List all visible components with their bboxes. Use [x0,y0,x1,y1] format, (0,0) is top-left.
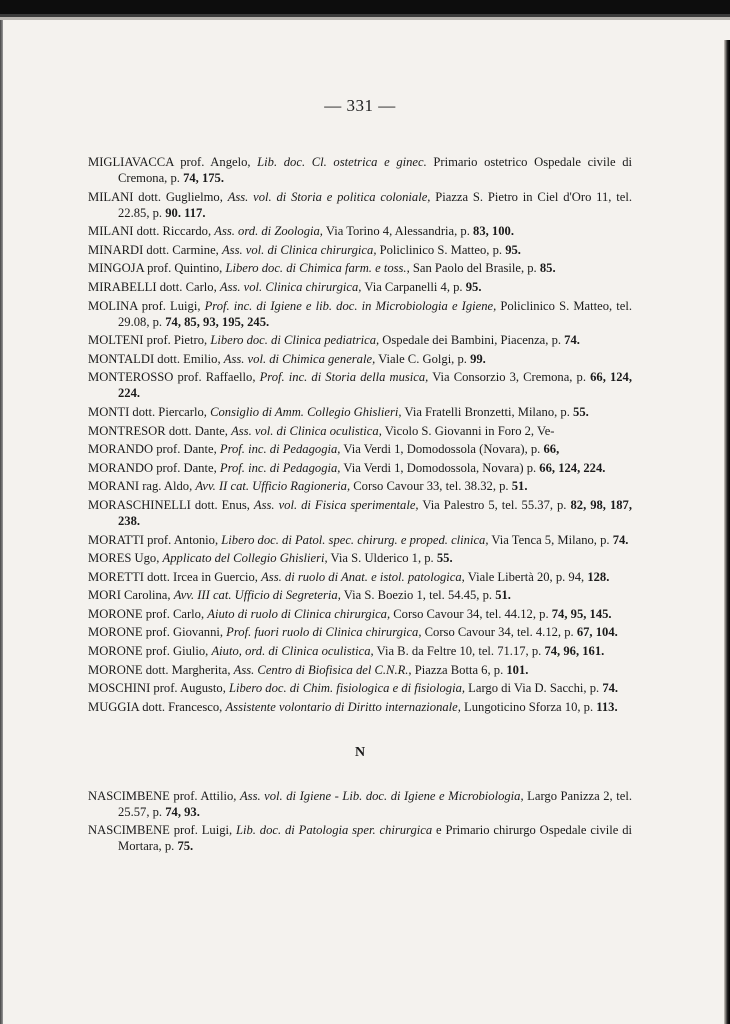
entry-name: MORONE prof. Giovanni, [88,625,227,640]
entry-name: MIGLIAVACCA prof. Angelo, [88,155,258,169]
entry-role: Prof. inc. di Igiene e lib. doc. in Microbiologia e Igiene, [204,298,497,313]
entry-page-refs: 95. [505,242,521,257]
entry-role: Consiglio di Amm. Collegio Ghislieri, [210,404,402,419]
entry-name: MORETTI dott. Ircea in Guercio, [88,569,262,584]
entry-role: Libero doc. di Chimica farm. e toss., [225,261,410,276]
section-letter: N [354,744,366,760]
entry-name: MORONE prof. Carlo, [88,606,208,621]
scan-top-edge [0,0,730,22]
entry-address: Corso Cavour 33, tel. 38.32, p. [350,479,512,494]
directory-entry [88,643,632,659]
directory-entry [88,189,632,221]
entry-name: MORASCHINELLI dott. Enus, [88,497,254,512]
entry-role: Prof. inc. di Pedagogia, [219,442,341,457]
entry-address: Vicolo S. Giovanni in Foro 2, Ve- [381,423,555,438]
entry-address: Largo di Via D. Sacchi, p. [465,681,603,696]
entry-address: Via S. Ulderico 1, p. [327,551,437,566]
directory-entry [88,788,632,820]
entry-page-refs: 101. [506,662,529,677]
entry-page-refs: 128. [587,569,610,584]
entry-address: Via Carpanelli 4, p. [361,279,466,294]
directory-entry [88,441,632,457]
directory-entry [88,587,632,603]
entry-page-refs: 66, [543,442,560,457]
document-page [88,96,632,857]
entry-address: Corso Cavour 34, tel. 44.12, p. [390,606,552,621]
entry-page-refs: 74, 175. [183,171,224,185]
entry-page-refs: 90. 117. [165,205,206,220]
entry-role: Libero doc. di Clinica pediatrica, [210,333,380,348]
directory-entry [88,351,632,367]
entry-role: Lib. doc. Cl. ostetrica e ginec. [257,155,427,169]
scan-right-edge [724,40,730,1024]
entry-role: Lib. doc. di Patologia sper. chirurgica [236,823,433,838]
directory-entry [88,242,632,258]
entry-name: MILANI dott. Riccardo, [88,224,215,239]
directory-entry [88,606,632,622]
directory-entry [88,478,632,494]
entry-name: MOSCHINI prof. Augusto, [88,681,229,696]
entry-address: Via B. da Feltre 10, tel. 71.17, p. [373,644,545,659]
entry-name: MORONE prof. Giulio, [88,644,212,659]
directory-entry [88,569,632,585]
entry-name: MUGGIA dott. Francesco, [88,699,226,714]
entry-address: e Primario chirurgo Ospedale civile di Mortara, p. [118,823,632,854]
directory-entry [88,532,632,548]
directory-entry [88,680,632,696]
entry-page-refs: 85. [539,261,556,276]
entry-address: Via Verdi 1, Domodossola (Novara), p. [340,442,544,457]
entry-address: Via Fratelli Bronzetti, Milano, p. [401,404,574,419]
entry-name: MORES Ugo, [88,551,163,566]
directory-entry [88,497,632,529]
entry-address: Piazza S. Pietro in Ciel d'Oro 11, tel. 22.85, p. [118,189,633,220]
entry-address: Via Palestro 5, tel. 55.37, p. [418,497,571,512]
entry-role: Ass. vol. di Clinica chirurgica, [221,242,377,257]
directory-entry [88,423,632,439]
entry-address: Largo Panizza 2, tel. 25.57, p. [118,788,632,819]
entry-page-refs: 74. [564,333,580,348]
entry-page-refs: 75. [177,839,194,854]
entry-role: Aiuto, ord. di Clinica oculistica, [211,644,374,659]
entry-role: Ass. vol. di Storia e politica coloniale, [227,189,431,204]
entry-address: Ospedale dei Bambini, Piacenza, p. [379,333,565,348]
entry-role: Ass. di ruolo di Anat. e istol. patologica, [261,569,465,584]
entry-role: Ass. vol. Clinica chirurgica, [219,279,362,294]
entry-name: MONTI dott. Piercarlo, [88,404,211,419]
entry-page-refs: 74, 96, 161. [544,644,605,659]
directory-entry [88,279,632,295]
entry-name: MOLTENI prof. Pietro, [88,333,211,348]
entry-name: MONTALDI dott. Emilio, [88,351,224,366]
directory-entry [88,369,632,401]
entry-role: Ass. vol. di Igiene - Lib. doc. di Igiene e Microbiologia, [239,788,524,803]
directory-entry [88,624,632,640]
entry-page-refs: 55. [573,404,589,419]
entry-page-refs: 74, 85, 93, 195, 245. [165,314,270,329]
directory-entry [88,822,632,854]
entry-address: Policlinico S. Matteo, p. [376,242,506,257]
entry-address: Primario ostetrico Ospedale civile di Cremona, p. [118,155,632,185]
directory-entry [88,460,632,476]
entry-role: Prof. fuori ruolo di Clinica chirurgica, [226,625,422,640]
entry-role: Avv. II cat. Ufficio Ragioneria, [195,479,351,494]
entry-page-refs: 74, 95, 145. [551,606,612,621]
entry-page-refs: 67, 104. [576,625,618,640]
entry-name: NASCIMBENE prof. Luigi, [88,823,236,838]
directory-entry [88,223,632,239]
entry-name: MORI Carolina, [88,588,174,603]
entry-page-refs: 83, 100. [473,224,514,239]
entry-name: MONTRESOR dott. Dante, [88,423,232,438]
entry-page-refs: 66, 124, 224. [118,370,632,401]
entry-page-refs: 74. [602,681,619,696]
entry-page-refs: 95. [465,279,482,294]
entry-role: Ass. ord. di Zoologia, [214,224,323,239]
directory-entry [88,298,632,330]
entry-page-refs: 113. [596,699,618,714]
entry-role: Assistente volontario di Diritto internazionale, [225,699,461,714]
entry-address: Via Consorzio 3, Cremona, p. [428,370,591,385]
entry-name: MONTEROSSO prof. Raffaello, [88,370,260,385]
entry-address: Via Tenca 5, Milano, p. [488,532,613,547]
entry-name: NASCIMBENE prof. Attilio, [88,788,240,803]
page-number: — 331 — [324,96,396,115]
entry-address: San Paolo del Brasile, p. [409,261,540,276]
entry-role: Ass. vol. di Chimica generale, [223,351,376,366]
entry-name: MINGOJA prof. Quintino, [88,261,226,276]
entry-role: Prof. inc. di Storia della musica, [259,370,429,385]
entry-name: MORANDO prof. Dante, [88,442,220,457]
entry-role: Libero doc. di Chim. fisiologica e di fisiologia, [229,681,466,696]
entry-name: MINARDI dott. Carmine, [88,242,222,257]
entry-page-refs: 66, 124, 224. [539,460,606,475]
directory-entry [88,404,632,420]
entries-list-m [88,154,632,715]
entry-page-refs: 51. [511,479,528,494]
entry-address: Lungoticino Sforza 10, p. [460,699,597,714]
entry-address: Corso Cavour 34, tel. 4.12, p. [421,625,577,640]
entry-address: Via S. Boezio 1, tel. 54.45, p. [340,588,496,603]
entry-address: Piazza Botta 6, p. [411,662,507,677]
entry-page-refs: 99. [470,351,486,366]
entry-address: Viale Libertà 20, p. 94, [464,569,588,584]
entry-address: Via Torino 4, Alessandria, p. [322,224,474,239]
entry-name: MILANI dott. Guglielmo, [88,189,228,204]
directory-entry [88,154,632,186]
entry-role: Prof. inc. di Pedagogia, [219,460,341,475]
entry-role: Libero doc. di Patol. spec. chirurg. e proped. clinica, [221,532,489,547]
entry-address: Viale C. Golgi, p. [375,351,471,366]
entry-page-refs: 82, 98, 187, 238. [118,497,632,528]
entry-address: Via Verdi 1, Domodossola, Novara) p. [340,460,540,475]
entry-name: MIRABELLI dott. Carlo, [88,279,220,294]
entry-name: MORANDO prof. Dante, [88,460,220,475]
directory-entry [88,332,632,348]
entry-name: MOLINA prof. Luigi, [88,298,205,313]
directory-entry [88,550,632,566]
entry-role: Ass. vol. di Clinica oculistica, [231,423,382,438]
scan-left-edge [0,20,3,1024]
directory-entry [88,260,632,276]
entries-list-n [88,788,632,855]
entry-role: Ass. Centro di Biofisica del C.N.R., [233,662,412,677]
entry-role: Applicato del Collegio Ghislieri, [162,551,328,566]
entry-page-refs: 74. [612,532,629,547]
entry-name: MORATTI prof. Antonio, [88,532,222,547]
entry-page-refs: 55. [436,551,453,566]
directory-entry [88,662,632,678]
entry-page-refs: 74, 93. [165,804,200,819]
entry-role: Aiuto di ruolo di Clinica chirurgica, [207,606,391,621]
entry-role: Avv. III cat. Ufficio di Segreteria, [173,588,341,603]
entry-address: Policlinico S. Matteo, tel. 29.08, p. [118,298,633,329]
entry-page-refs: 51. [495,588,511,603]
directory-entry [88,699,632,715]
entry-name: MORANI rag. Aldo, [88,479,196,494]
entry-role: Ass. vol. di Fisica sperimentale, [253,497,419,512]
entry-name: MORONE dott. Margherita, [88,662,234,677]
